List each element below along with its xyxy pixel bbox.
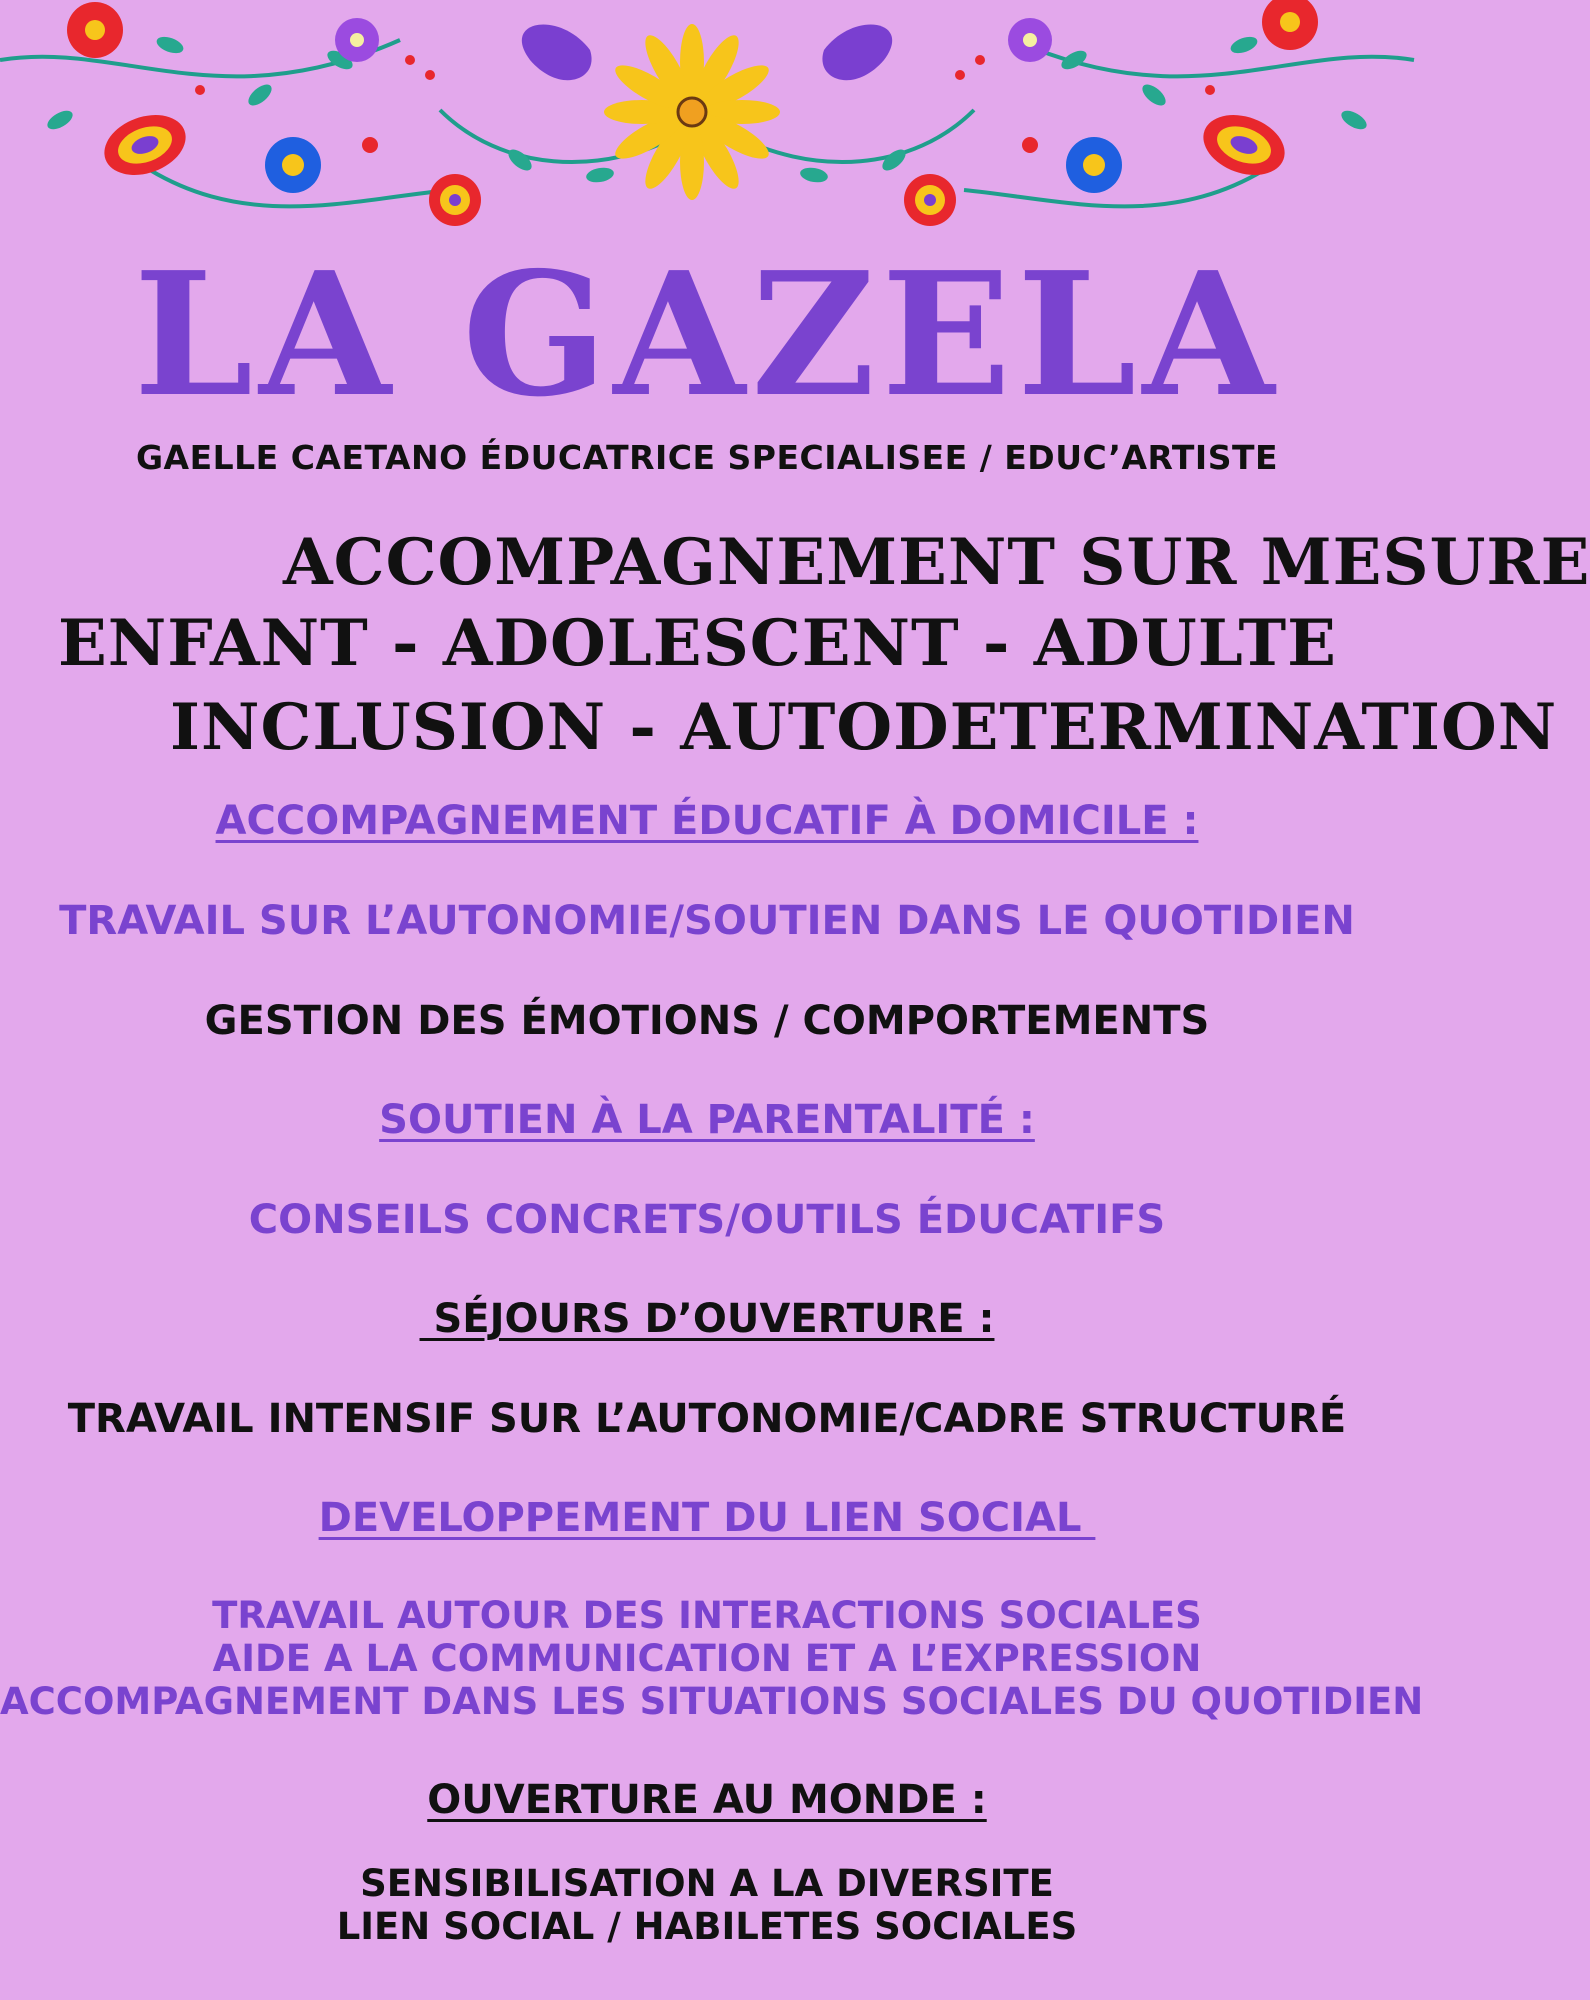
page-title: LA GAZELA (133, 235, 1281, 435)
section-line-intensif: TRAVAIL INTENSIF SUR L’AUTONOMIE/CADRE STRUCTURÉ (67, 1396, 1347, 1442)
section-line-interactions: TRAVAIL AUTOUR DES INTERACTIONS SOCIALES (212, 1594, 1202, 1637)
floral-banner (0, 0, 1414, 250)
section-line-emotions: GESTION DES ÉMOTIONS / COMPORTEMENTS (204, 998, 1210, 1044)
section-heading-monde: OUVERTURE AU MONDE : (427, 1777, 987, 1823)
section-line-situations: ACCOMPAGNEMENT DANS LES SITUATIONS SOCIALES DU QUOTIDIEN (0, 1680, 1424, 1723)
section-line-communication: AIDE A LA COMMUNICATION ET A L’EXPRESSION (212, 1637, 1202, 1680)
section-line-autonomie: TRAVAIL SUR L’AUTONOMIE/SOUTIEN DANS LE QUOTIDIEN (59, 898, 1355, 944)
section-line-habiletes: LIEN SOCIAL / HABILETES SOCIALES (336, 1905, 1078, 1948)
section-heading-parentalite: SOUTIEN À LA PARENTALITÉ : (379, 1097, 1035, 1143)
page-subtitle: GAELLE CAETANO ÉDUCATRICE SPECIALISEE / EDUC’ARTISTE (135, 438, 1279, 477)
tagline-1: ACCOMPAGNEMENT SUR MESURE (283, 525, 1590, 600)
section-heading-domicile: ACCOMPAGNEMENT ÉDUCATIF À DOMICILE : (215, 798, 1199, 844)
tagline-3: INCLUSION - AUTODETERMINATION (170, 690, 1558, 765)
section-line-diversite: SENSIBILISATION A LA DIVERSITE (360, 1862, 1054, 1905)
section-heading-sejours: SÉJOURS D’OUVERTURE : (419, 1296, 995, 1342)
section-heading-lien-social: DEVELOPPEMENT DU LIEN SOCIAL (318, 1495, 1096, 1541)
section-line-conseils: CONSEILS CONCRETS/OUTILS ÉDUCATIFS (248, 1197, 1166, 1243)
tagline-2: ENFANT - ADOLESCENT - ADULTE (58, 606, 1337, 681)
